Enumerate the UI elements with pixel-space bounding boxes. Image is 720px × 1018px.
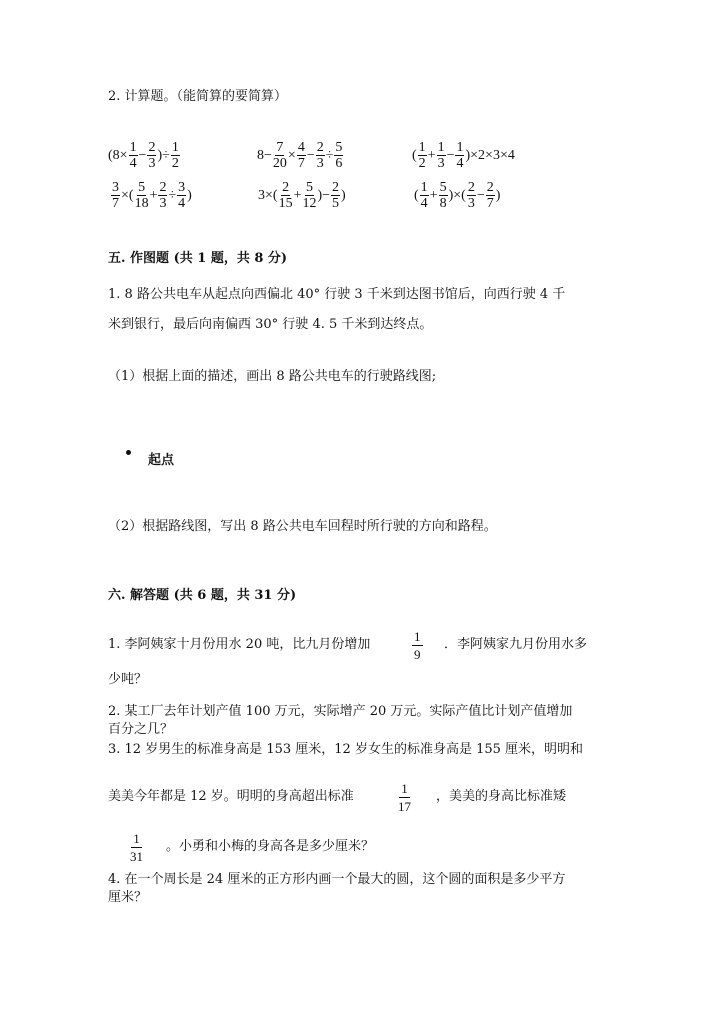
s5-part1: （1）根据上面的描述，画出 8 路公共电车的行驶路线图; bbox=[108, 369, 437, 384]
calc-title: 2. 计算题。（能简算的要简算） bbox=[108, 89, 288, 104]
expr-text: × bbox=[287, 147, 296, 163]
s6-q3-c: ，美美的身高比标准矮 bbox=[436, 789, 567, 804]
s6-q3-d: 。小勇和小梅的身高各是多少厘米？ bbox=[166, 839, 375, 854]
fraction bbox=[111, 180, 120, 211]
fraction bbox=[331, 180, 340, 211]
s6-q3-a: 3. 12 岁男生的标准身高是 153 厘米，12 岁女生的标准身高是 155 厘米，明明和 bbox=[108, 742, 584, 757]
expr-text: 3×( bbox=[258, 187, 278, 203]
fraction bbox=[302, 180, 316, 211]
expr-text: ÷ bbox=[168, 187, 177, 203]
numerator: 1 bbox=[133, 831, 140, 846]
denominator: 7 bbox=[112, 196, 119, 211]
numerator: 1 bbox=[437, 140, 445, 155]
fraction bbox=[130, 830, 143, 865]
start-label: 起点 bbox=[148, 453, 175, 468]
denominator: 3 bbox=[437, 156, 445, 171]
denominator: 18 bbox=[134, 196, 149, 211]
denominator: 3 bbox=[316, 156, 324, 171]
numerator: 7 bbox=[276, 140, 284, 155]
fraction bbox=[158, 180, 167, 211]
expr-text: − bbox=[446, 147, 455, 163]
numerator: 1 bbox=[414, 629, 421, 644]
numerator: 1 bbox=[129, 140, 137, 155]
numerator: 4 bbox=[297, 140, 305, 155]
expr-text: (8× bbox=[108, 147, 128, 163]
expr-text: − bbox=[476, 187, 485, 203]
denominator: 7 bbox=[486, 196, 494, 211]
denominator: 15 bbox=[278, 196, 293, 211]
s6-q1-c: 少吨？ bbox=[108, 672, 148, 687]
start-point-dot bbox=[126, 450, 131, 455]
expr-text: ×( bbox=[121, 187, 134, 203]
numerator: 5 bbox=[335, 140, 343, 155]
expr-text: )÷ bbox=[157, 147, 170, 163]
expression bbox=[414, 180, 500, 211]
fraction bbox=[455, 140, 464, 171]
fraction bbox=[420, 180, 429, 211]
denominator: 4 bbox=[129, 156, 137, 171]
expression bbox=[258, 180, 346, 211]
fraction bbox=[147, 140, 156, 171]
numerator: 2 bbox=[159, 180, 167, 195]
denominator: 4 bbox=[178, 196, 186, 211]
numerator: 2 bbox=[486, 180, 494, 195]
denominator: 3 bbox=[159, 196, 167, 211]
numerator: 1 bbox=[171, 140, 179, 155]
numerator: 2 bbox=[148, 140, 156, 155]
s6-q1-b: ．李阿姨家九月份用水多 bbox=[444, 637, 588, 652]
fraction bbox=[398, 780, 411, 815]
denominator: 4 bbox=[456, 156, 464, 171]
fraction bbox=[418, 140, 427, 171]
s6-q1-a: 1. 李阿姨家十月份用水 20 吨，比九月份增加 bbox=[108, 637, 371, 652]
fraction bbox=[412, 628, 423, 663]
denominator: 20 bbox=[272, 156, 287, 171]
expression bbox=[108, 140, 181, 171]
numerator: 3 bbox=[112, 180, 119, 195]
fraction bbox=[279, 180, 293, 211]
numerator: 2 bbox=[332, 180, 340, 195]
denominator: 2 bbox=[171, 156, 179, 171]
denominator: 17 bbox=[398, 799, 411, 814]
fraction bbox=[316, 140, 325, 171]
fraction bbox=[467, 180, 476, 211]
expr-text: + bbox=[149, 187, 158, 203]
numerator: 1 bbox=[418, 140, 426, 155]
s5-part2: （2）根据路线图，写出 8 路公共电车回程时所行驶的方向和路程。 bbox=[108, 519, 497, 534]
numerator: 2 bbox=[316, 140, 324, 155]
fraction bbox=[129, 140, 138, 171]
expr-text: − bbox=[306, 147, 315, 163]
expr-text: + bbox=[427, 147, 436, 163]
expr-text: ) bbox=[341, 187, 346, 203]
s6-q2-b: 百分之几？ bbox=[108, 722, 174, 737]
denominator: 6 bbox=[335, 156, 343, 171]
denominator: 12 bbox=[302, 196, 317, 211]
expression bbox=[110, 180, 192, 211]
numerator: 2 bbox=[467, 180, 475, 195]
expr-text: + bbox=[293, 187, 302, 203]
denominator: 4 bbox=[420, 196, 428, 211]
s6-q3-b: 美美今年都是 12 岁。明明的身高超出标准 bbox=[108, 789, 354, 804]
expr-text: 8− bbox=[257, 147, 272, 163]
fraction bbox=[437, 140, 446, 171]
denominator: 9 bbox=[414, 647, 421, 662]
denominator: 8 bbox=[439, 196, 447, 211]
denominator: 31 bbox=[130, 849, 143, 864]
s6-q2-a: 2. 某工厂去年计划产值 100 万元，实际增产 20 万元。实际产值比计划产值增加 bbox=[108, 704, 573, 719]
expr-text: ( bbox=[412, 147, 417, 163]
expr-text: − bbox=[138, 147, 147, 163]
expr-text: ) bbox=[187, 187, 192, 203]
expr-text: ÷ bbox=[325, 147, 334, 163]
expr-text: ( bbox=[414, 187, 419, 203]
fraction bbox=[439, 180, 448, 211]
denominator: 7 bbox=[297, 156, 305, 171]
s6-q4-b: 厘米？ bbox=[108, 890, 148, 905]
expr-text: ) bbox=[495, 187, 501, 203]
numerator: 5 bbox=[138, 180, 146, 195]
expr-text: )− bbox=[317, 187, 331, 203]
numerator: 1 bbox=[420, 180, 428, 195]
fraction bbox=[177, 180, 186, 211]
denominator: 5 bbox=[332, 196, 340, 211]
numerator: 2 bbox=[282, 180, 290, 195]
denominator: 3 bbox=[467, 196, 475, 211]
numerator: 1 bbox=[456, 140, 464, 155]
expression bbox=[257, 140, 344, 171]
s6-q4-a: 4. 在一个周长是 24 厘米的正方形内画一个最大的圆，这个圆的面积是多少平方 bbox=[108, 872, 566, 887]
s5-q1-line1: 1. 8 路公共电车从起点向西偏北 40° 行驶 3 千米到达图书馆后，向西行驶 4 千 bbox=[108, 287, 566, 302]
denominator: 3 bbox=[148, 156, 156, 171]
numerator: 5 bbox=[439, 180, 447, 195]
fraction bbox=[273, 140, 287, 171]
fraction bbox=[135, 180, 149, 211]
section-5-heading: 五. 作图题 (共 1 题，共 8 分) bbox=[108, 251, 288, 266]
section-6-heading: 六. 解答题 (共 6 题，共 31 分) bbox=[108, 588, 297, 603]
numerator: 5 bbox=[305, 180, 313, 195]
denominator: 2 bbox=[418, 156, 426, 171]
fraction bbox=[171, 140, 180, 171]
expr-text: )×( bbox=[448, 187, 466, 203]
s5-q1-line2: 米到银行，最后向南偏西 30° 行驶 4. 5 千米到达终点。 bbox=[108, 317, 433, 332]
fraction bbox=[297, 140, 306, 171]
expr-text: + bbox=[429, 187, 438, 203]
numerator: 1 bbox=[401, 781, 408, 796]
fraction bbox=[334, 140, 343, 171]
numerator: 3 bbox=[178, 180, 186, 195]
fraction bbox=[486, 180, 495, 211]
expr-text: )×2×3×4 bbox=[465, 147, 515, 163]
expression bbox=[412, 140, 515, 171]
